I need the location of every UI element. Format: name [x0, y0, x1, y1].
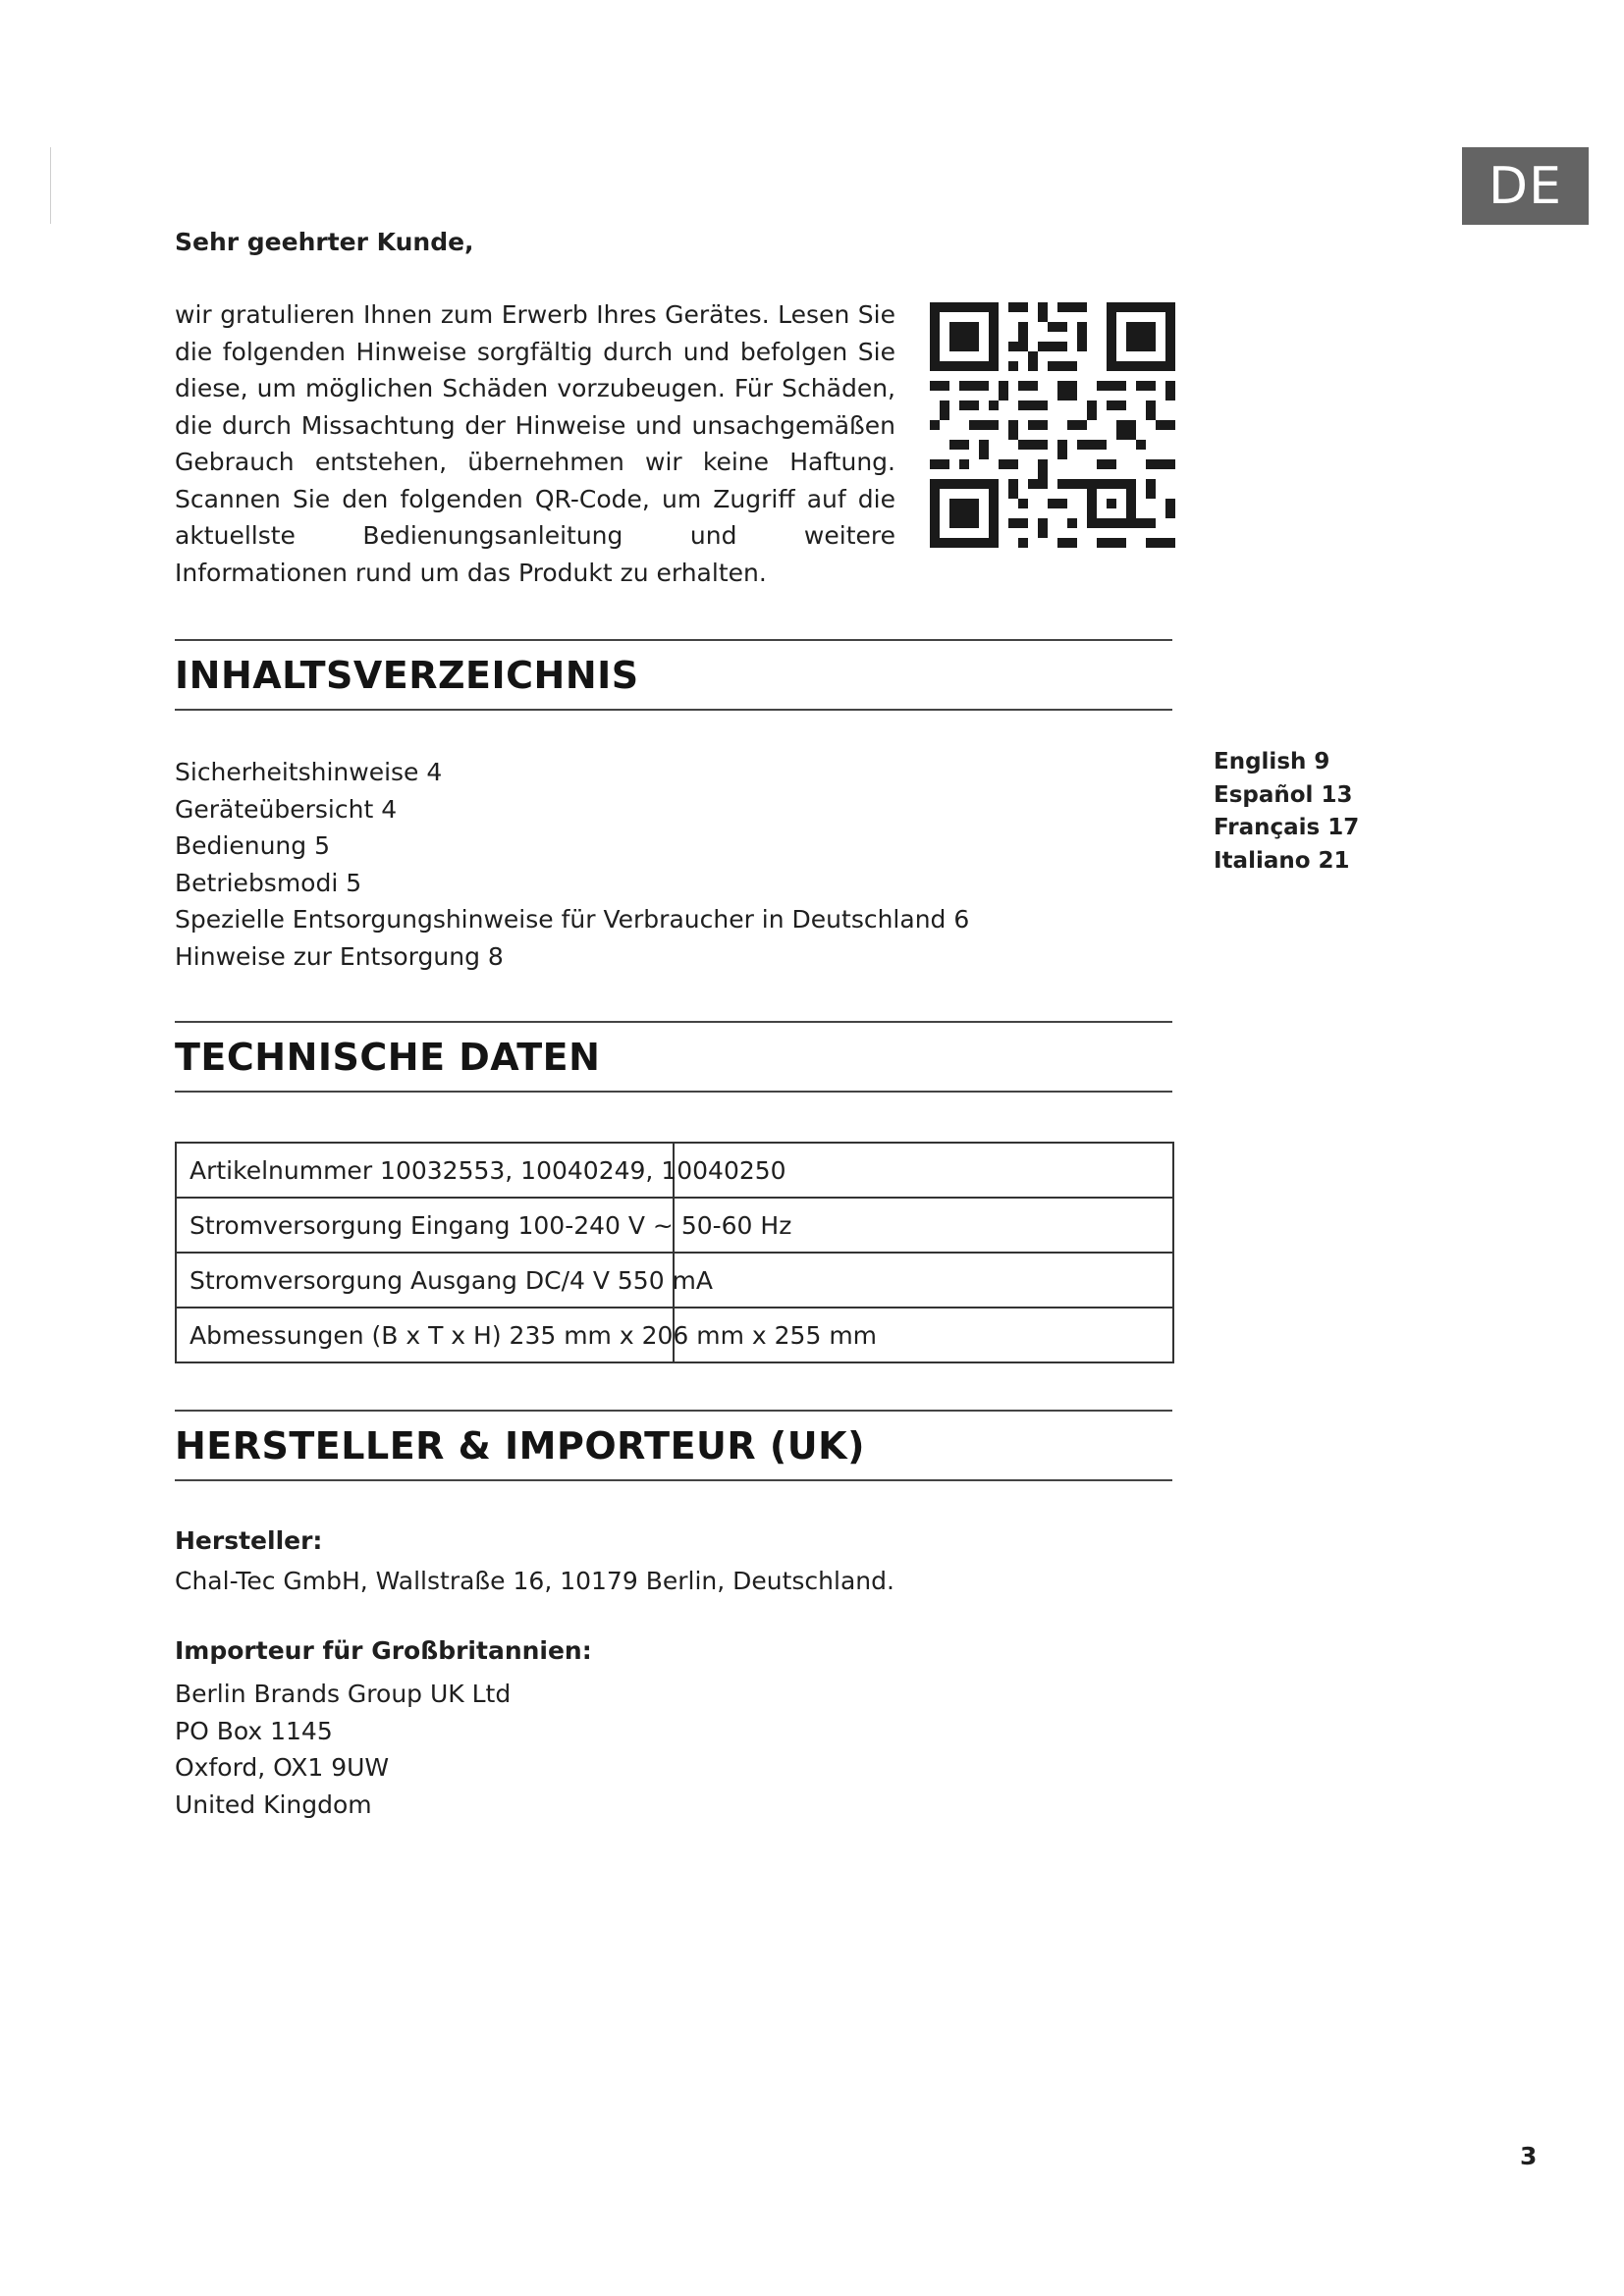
language-link: Français 17 [1214, 815, 1360, 840]
table-row [176, 1143, 1173, 1198]
margin-rule [50, 147, 51, 224]
importer-label: Importeur für Großbritannien: [175, 1636, 592, 1665]
tech-heading: TECHNISCHE DATEN [175, 1021, 1172, 1093]
table-row [176, 1253, 1173, 1308]
table-row [176, 1308, 1173, 1362]
manufacturer-label: Hersteller: [175, 1526, 323, 1555]
language-link: Español 13 [1214, 781, 1353, 808]
address-line: PO Box 1145 [175, 1716, 333, 1745]
manufacturer-heading: HERSTELLER & IMPORTEUR (UK) [175, 1410, 1172, 1481]
address-line: Berlin Brands Group UK Ltd [175, 1680, 512, 1708]
manufacturer-address: Chal-Tec GmbH, Wallstraße 16, 10179 Berlin, Deutschland. [175, 1567, 894, 1595]
toc-item: Hinweise zur Entsorgung 8 [175, 941, 504, 971]
page-number: 3 [1520, 2142, 1538, 2170]
tech-data-table [175, 1142, 1174, 1363]
table-row [176, 1198, 1173, 1253]
address-line: United Kingdom [175, 1789, 372, 1819]
toc-item: Sicherheitshinweise 4 [175, 758, 443, 786]
table-cell: Stromversorgung Ausgang DC/4 V 550 mA [176, 1253, 674, 1308]
language-link: English 9 [1214, 749, 1330, 774]
table-cell: Artikelnummer 10032553, 10040249, 10040250 [176, 1143, 674, 1198]
importer-address [175, 1676, 511, 1823]
language-link: Italiano 21 [1214, 847, 1350, 874]
table-cell: Abmessungen (B x T x H) 235 mm x 206 mm x 255 mm [176, 1308, 674, 1362]
salutation: Sehr geehrter Kunde, [175, 228, 474, 256]
toc-heading: INHALTSVERZEICHNIS [175, 639, 1172, 711]
table-cell-empty [674, 1253, 1173, 1308]
toc-item: Spezielle Entsorgungshinweise für Verbraucher in Deutschland 6 [175, 905, 970, 934]
toc-item: Geräteübersicht 4 [175, 794, 398, 824]
language-tab: DE [1462, 147, 1589, 225]
intro-paragraph: wir gratulieren Ihnen zum Erwerb Ihres Gerätes. Lesen Sie die folgenden Hinweise sorgfältig durch und befolgen Sie diese, um möglichen Schäden vorzubeugen. Für Schäden, die durch Missachtung der Hinweise und unsachgemäßen Gebrauch entstehen, übernehmen wir keine Haftung. Scannen Sie den folgenden QR-Code, um Zugriff auf die aktuellste Bedienungsanleitung und weitere Informationen rund um das Produkt zu erhalten. [175, 300, 895, 587]
other-languages-list [1214, 746, 1359, 878]
toc-item: Betriebsmodi 5 [175, 868, 362, 897]
address-line: Oxford, OX1 9UW [175, 1753, 390, 1782]
toc-list [175, 754, 969, 975]
qr-code-icon [930, 302, 1175, 548]
toc-item: Bedienung 5 [175, 831, 330, 860]
table-cell: Stromversorgung Eingang 100-240 V ~ 50-60 Hz [176, 1198, 674, 1253]
